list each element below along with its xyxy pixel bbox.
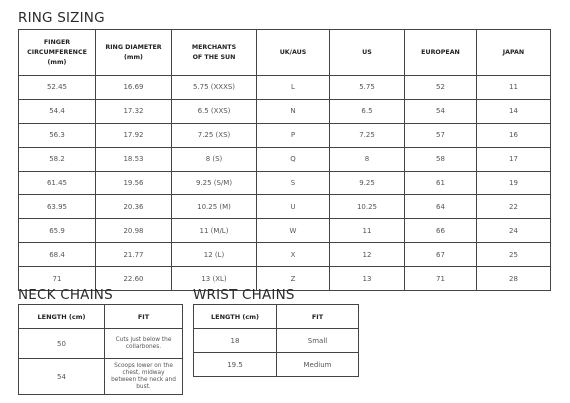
- uk-aus-size-cell: W: [257, 219, 330, 243]
- us-size-cell: 6.5: [330, 99, 405, 123]
- header-merchants-of-the-sun: [172, 30, 257, 76]
- uk-aus-size-cell: N: [257, 99, 330, 123]
- european-size-cell: 67: [405, 243, 477, 267]
- fit-cell: Small: [277, 329, 359, 353]
- neck-chains-title: NECK CHAINS: [18, 287, 113, 303]
- european-size-cell: 66: [405, 219, 477, 243]
- finger-circumference-cell: 63.95: [19, 195, 96, 219]
- ring-diameter-cell: 22.60: [96, 267, 172, 291]
- japan-size-cell: 14: [477, 99, 551, 123]
- table-row: [19, 171, 551, 195]
- ring-header-row: [19, 30, 551, 76]
- table-row: [19, 147, 551, 171]
- header-length: LENGTH (cm): [194, 305, 277, 329]
- merchants-size-cell: 13 (XL): [172, 267, 257, 291]
- wrist-chains-title: WRIST CHAINS: [193, 287, 295, 303]
- ring-diameter-cell: 21.77: [96, 243, 172, 267]
- length-cell: 18: [194, 329, 277, 353]
- us-size-cell: 11: [330, 219, 405, 243]
- uk-aus-size-cell: U: [257, 195, 330, 219]
- merchants-size-cell: 6.5 (XXS): [172, 99, 257, 123]
- merchants-size-cell: 11 (M/L): [172, 219, 257, 243]
- table-row: [19, 243, 551, 267]
- table-row: [19, 99, 551, 123]
- finger-circumference-cell: 65.9: [19, 219, 96, 243]
- us-size-cell: 12: [330, 243, 405, 267]
- european-size-cell: 58: [405, 147, 477, 171]
- header-line: RING DIAMETER: [105, 43, 162, 51]
- us-size-cell: 10.25: [330, 195, 405, 219]
- header-fit: FIT: [277, 305, 359, 329]
- european-size-cell: 71: [405, 267, 477, 291]
- us-size-cell: 5.75: [330, 76, 405, 100]
- european-size-cell: 61: [405, 171, 477, 195]
- finger-circumference-cell: 61.45: [19, 171, 96, 195]
- wrist-header-row: [194, 305, 359, 329]
- header-line: FINGER: [43, 38, 71, 46]
- uk-aus-size-cell: P: [257, 123, 330, 147]
- ring-diameter-cell: 20.98: [96, 219, 172, 243]
- header-uk-aus: UK/AUS: [257, 30, 330, 76]
- merchants-size-cell: 9.25 (S/M): [172, 171, 257, 195]
- header-length: LENGTH (cm): [19, 305, 105, 329]
- finger-circumference-cell: 56.3: [19, 123, 96, 147]
- japan-size-cell: 16: [477, 123, 551, 147]
- ring-diameter-cell: 17.32: [96, 99, 172, 123]
- us-size-cell: 13: [330, 267, 405, 291]
- header-japan: JAPAN: [477, 30, 551, 76]
- european-size-cell: 54: [405, 99, 477, 123]
- table-row: [19, 195, 551, 219]
- ring-diameter-cell: 17.92: [96, 123, 172, 147]
- header-line: (mm): [124, 53, 143, 61]
- uk-aus-size-cell: L: [257, 76, 330, 100]
- ring-diameter-cell: 19.56: [96, 171, 172, 195]
- merchants-size-cell: 10.25 (M): [172, 195, 257, 219]
- uk-aus-size-cell: X: [257, 243, 330, 267]
- uk-aus-size-cell: Q: [257, 147, 330, 171]
- us-size-cell: 8: [330, 147, 405, 171]
- ring-sizing-table: [18, 29, 551, 291]
- table-row: [19, 123, 551, 147]
- ring-diameter-cell: 16.69: [96, 76, 172, 100]
- finger-circumference-cell: 58.2: [19, 147, 96, 171]
- table-row: [19, 329, 183, 359]
- us-size-cell: 9.25: [330, 171, 405, 195]
- header-line: CIRCUMFERENCE: [27, 48, 87, 56]
- european-size-cell: 64: [405, 195, 477, 219]
- ring-diameter-cell: 20.36: [96, 195, 172, 219]
- length-cell: 19.5: [194, 353, 277, 377]
- ring-sizing-body: [19, 76, 551, 291]
- header-line: OF THE SUN: [192, 53, 236, 61]
- fit-cell: Medium: [277, 353, 359, 377]
- japan-size-cell: 19: [477, 171, 551, 195]
- japan-size-cell: 11: [477, 76, 551, 100]
- header-finger-circumference: [19, 30, 96, 76]
- merchants-size-cell: 8 (S): [172, 147, 257, 171]
- japan-size-cell: 25: [477, 243, 551, 267]
- table-row: [19, 76, 551, 100]
- us-size-cell: 7.25: [330, 123, 405, 147]
- european-size-cell: 57: [405, 123, 477, 147]
- japan-size-cell: 24: [477, 219, 551, 243]
- ring-sizing-title: RING SIZING: [18, 10, 105, 26]
- header-line: (mm): [47, 58, 67, 66]
- header-us: US: [330, 30, 405, 76]
- finger-circumference-cell: 52.45: [19, 76, 96, 100]
- merchants-size-cell: 7.25 (XS): [172, 123, 257, 147]
- table-row: [19, 219, 551, 243]
- japan-size-cell: 17: [477, 147, 551, 171]
- length-cell: 54: [19, 359, 105, 395]
- japan-size-cell: 22: [477, 195, 551, 219]
- wrist-chains-table: [193, 304, 359, 377]
- fit-cell: Scoops lower on the chest, midway between the neck and bust.: [105, 359, 183, 395]
- table-row: [194, 353, 359, 377]
- table-row: [194, 329, 359, 353]
- european-size-cell: 52: [405, 76, 477, 100]
- table-row: [19, 359, 183, 395]
- header-ring-diameter: [96, 30, 172, 76]
- header-line: MERCHANTS: [191, 43, 237, 51]
- finger-circumference-cell: 71: [19, 267, 96, 291]
- header-european: EUROPEAN: [405, 30, 477, 76]
- fit-cell: Cuts just below the collarbones.: [105, 329, 183, 359]
- finger-circumference-cell: 54.4: [19, 99, 96, 123]
- length-cell: 50: [19, 329, 105, 359]
- ring-diameter-cell: 18.53: [96, 147, 172, 171]
- uk-aus-size-cell: S: [257, 171, 330, 195]
- header-fit: FIT: [105, 305, 183, 329]
- finger-circumference-cell: 68.4: [19, 243, 96, 267]
- uk-aus-size-cell: Z: [257, 267, 330, 291]
- merchants-size-cell: 12 (L): [172, 243, 257, 267]
- neck-header-row: [19, 305, 183, 329]
- japan-size-cell: 28: [477, 267, 551, 291]
- neck-chains-table: [18, 304, 183, 395]
- merchants-size-cell: 5.75 (XXXS): [172, 76, 257, 100]
